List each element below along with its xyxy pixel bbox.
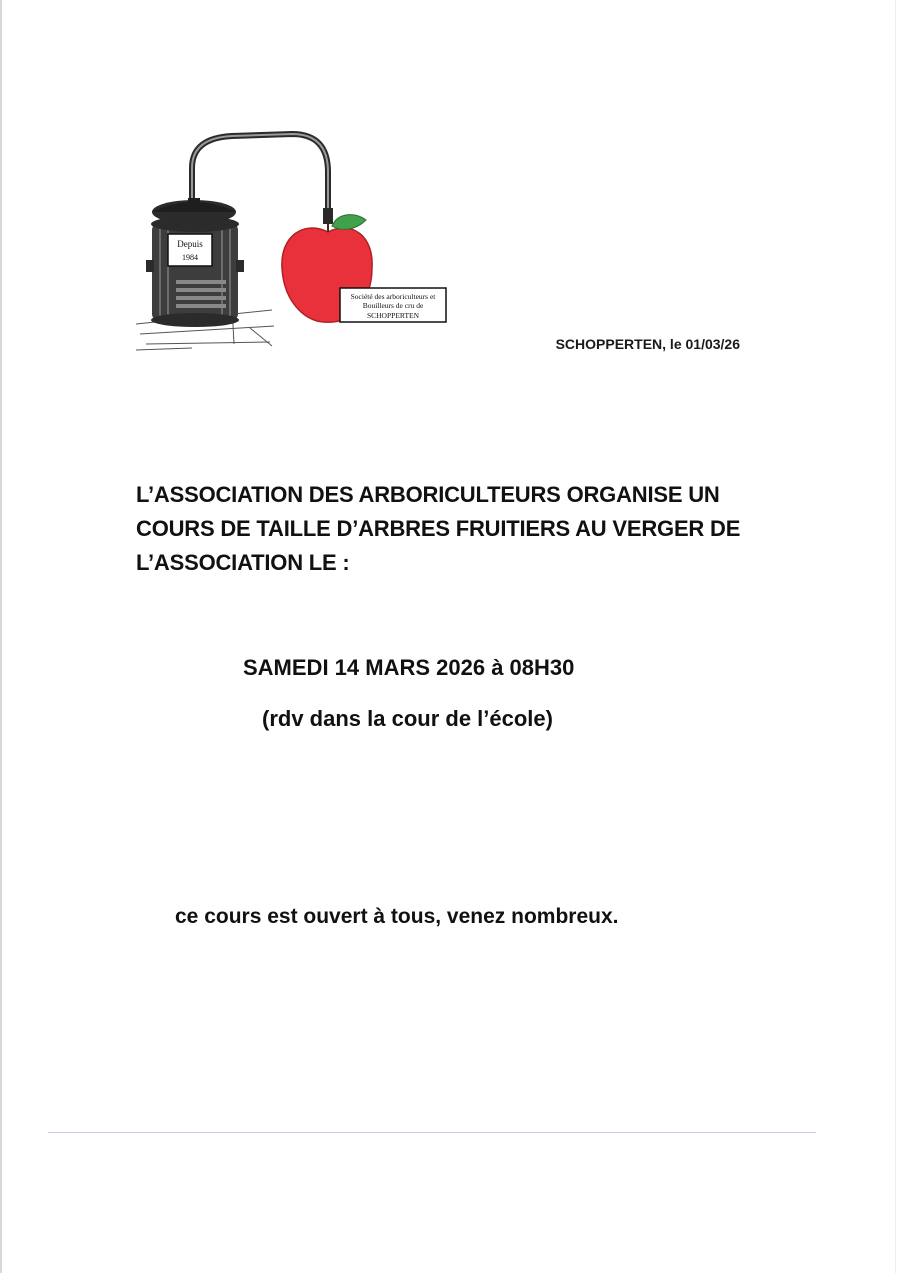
apple-leaf — [332, 215, 366, 230]
page-edge-right — [895, 0, 896, 1273]
place-date: SCHOPPERTEN, le 01/03/26 — [555, 336, 740, 352]
headline-line-3: L’ASSOCIATION LE : — [136, 550, 350, 575]
footer-note: ce cours est ouvert à tous, venez nombreux. — [175, 905, 619, 928]
bottom-rule — [48, 1132, 816, 1133]
page-edge — [0, 0, 2, 1273]
announcement-headline — [136, 478, 776, 580]
event-date-time: SAMEDI 14 MARS 2026 à 08H30 — [243, 655, 575, 680]
headline-line-2: COURS DE TAILLE D’ARBRES FRUITIERS AU VERGER DE — [136, 516, 741, 541]
event-meeting-point: (rdv dans la cour de l’école) — [262, 706, 553, 731]
label-line3: SCHOPPERTEN — [366, 311, 420, 320]
badge-line2: 1984 — [182, 253, 198, 262]
label-line2: Bouilleurs de cru de — [362, 301, 424, 310]
association-logo — [132, 128, 452, 356]
label-line1: Société des arboriculteurs et — [350, 292, 436, 301]
headline-line-1: L’ASSOCIATION DES ARBORICULTEURS ORGANISE UN — [136, 482, 720, 507]
badge-line1: Depuis — [177, 239, 203, 249]
